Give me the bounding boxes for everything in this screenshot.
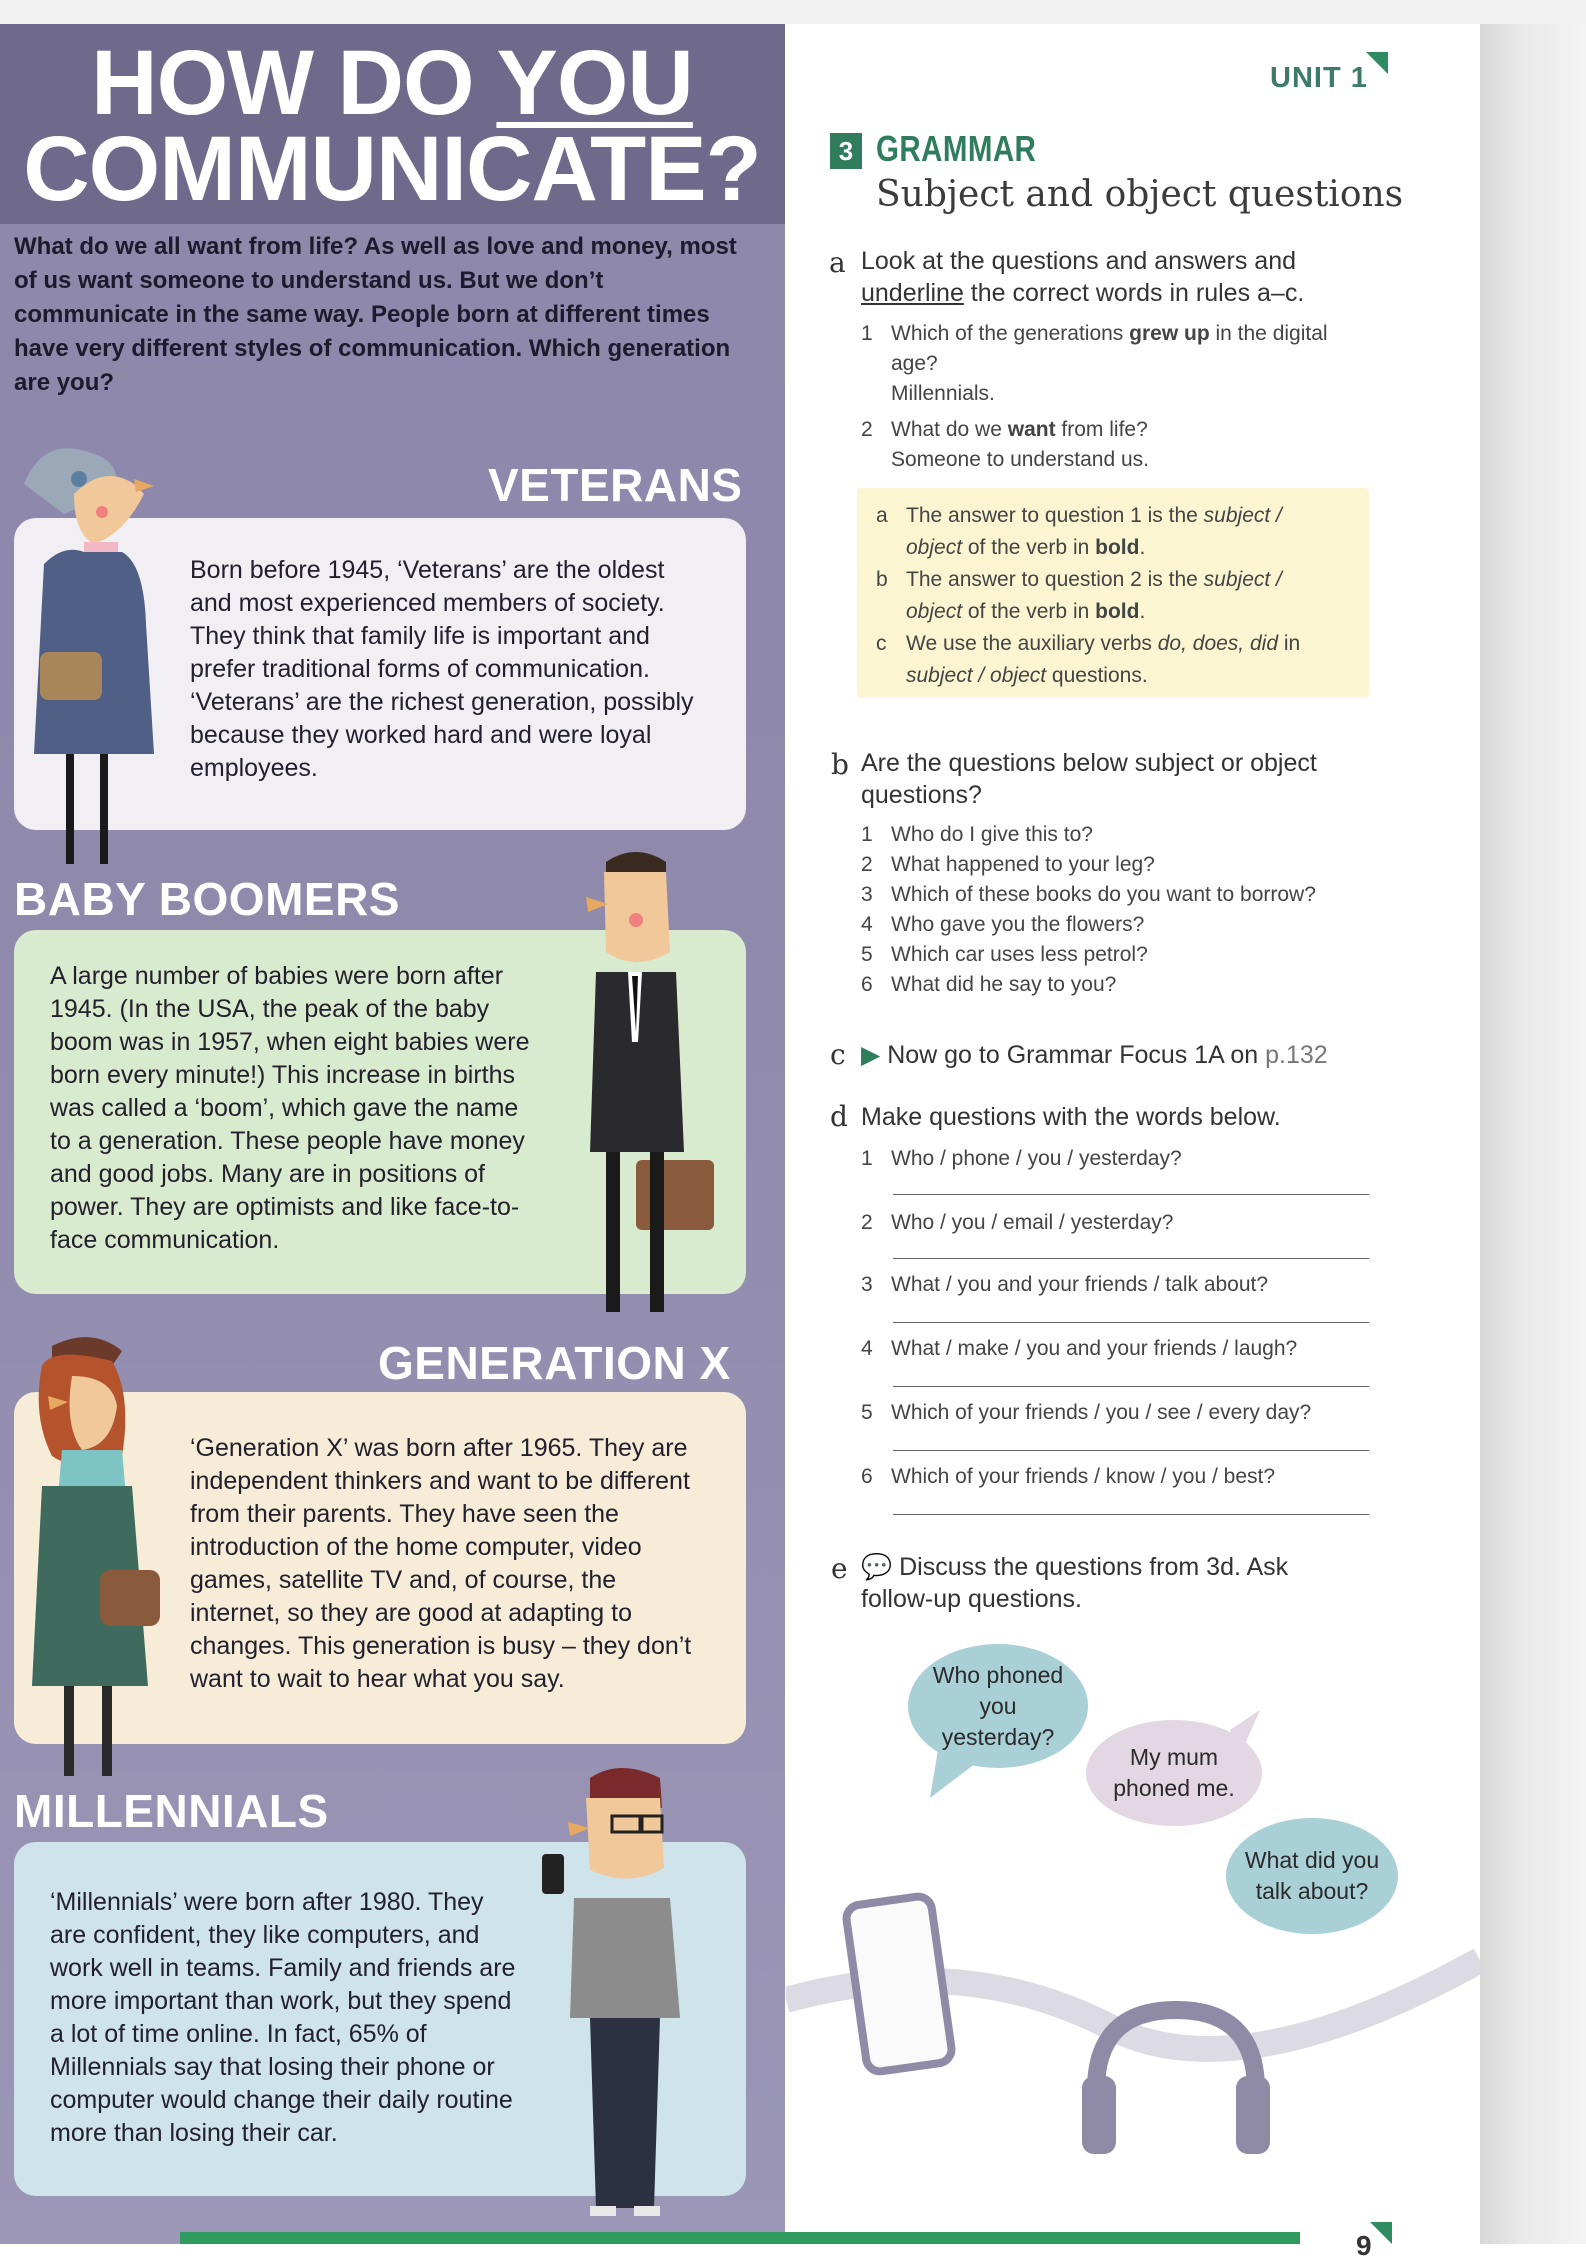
exercise-d-item-2: 2 Who / you / email / yesterday? — [861, 1211, 1174, 1234]
exercise-a-letter: a — [829, 246, 846, 279]
exercise-d-item-6: 6 Which of your friends / know / you / best? — [861, 1465, 1276, 1488]
businessman-illustration — [566, 842, 736, 1322]
play-arrow-icon: ▶ — [861, 1041, 881, 1069]
exercise-c-instruction: ▶ Now go to Grammar Focus 1A on p.132 — [861, 1041, 1328, 1069]
bottom-green-bar — [180, 2232, 1300, 2244]
article-intro: What do we all want from life? As well as love and money, most of us want someone to understand us. But we don’t communicate in the same way. People born at different times have very different styles of communication. Which generation are you? — [14, 233, 737, 396]
speech-bubbles-icon: 💬 — [861, 1553, 893, 1581]
speech-bubble-2: My mum phoned me. — [1086, 1720, 1262, 1826]
heading-millennials: MILLENNIALS — [14, 1785, 329, 1837]
speech-bubble-3: What did you talk about? — [1226, 1818, 1398, 1934]
list-item: 1 Who do I give this to? — [861, 823, 1093, 846]
answer-line-5[interactable] — [893, 1450, 1369, 1451]
exercise-d-letter: d — [830, 1100, 848, 1133]
list-item: 2 What happened to your leg? — [861, 853, 1155, 876]
page-reference-link[interactable]: p.132 — [1265, 1041, 1328, 1069]
unit-corner-mark — [1366, 52, 1388, 74]
devices-illustration — [786, 1890, 1480, 2230]
unit-label: UNIT 1 — [1270, 62, 1368, 94]
heading-generation-x: GENERATION X — [378, 1337, 731, 1389]
exercise-d-item-1: 1 Who / phone / you / yesterday? — [861, 1147, 1182, 1170]
list-item: 6 What did he say to you? — [861, 973, 1117, 996]
exercise-b-letter: b — [831, 748, 849, 781]
rule-c: c We use the auxiliary verbs do, does, did in subject / object questions. — [876, 632, 1301, 687]
veterans-text: Born before 1945, ‘Veterans’ are the oldest and most experienced members of society. They think that family life is important and prefer traditional forms of communication. ‘Veterans’ are the richest generation, possibly because they worked hard and were loyal employees. — [190, 556, 694, 782]
answer-line-6[interactable] — [893, 1514, 1369, 1515]
exercise-d-item-3: 3 What / you and your friends / talk about? — [861, 1273, 1269, 1296]
veteran-woman-illustration — [4, 424, 164, 864]
exercise-d-item-5: 5 Which of your friends / you / see / every day? — [861, 1401, 1312, 1424]
exercise-b-list — [861, 820, 1401, 1000]
answer-line-1[interactable] — [893, 1194, 1369, 1195]
answer-line-3[interactable] — [893, 1322, 1369, 1323]
title-line1: HOW DO — [91, 32, 497, 134]
rule-b: b The answer to question 2 is the subject / object of the verb in bold. — [876, 568, 1282, 623]
exercise-d-item-4: 4 What / make / you and your friends / laugh? — [861, 1337, 1298, 1360]
title-underlined-word: YOU — [496, 32, 693, 134]
headphones-icon — [1082, 2010, 1270, 2154]
underline-word: underline — [861, 279, 964, 307]
list-item: 3 Which of these books do you want to borrow? — [861, 883, 1316, 906]
exercise-b-instruction: Are the questions below subject or object questions? — [861, 749, 1317, 809]
speech-bubble-1: Who phoned you yesterday? — [908, 1644, 1088, 1768]
page-number: 9 — [1356, 2230, 1372, 2261]
exercise-c-letter: c — [830, 1038, 846, 1071]
generation-x-text: ‘Generation X’ was born after 1965. They are independent thinkers and want to be different from their parents. They have seen the introduction of the home computer, video games, satellite TV and, of course, the internet, so they are good at adapting to changes. This generation is busy – they don’t want to wait to hear what you say. — [190, 1434, 692, 1693]
exercise-a-instruction: Look at the questions and answers and underline the correct words in rules a–c. — [861, 247, 1305, 307]
rule-a: a The answer to question 1 is the subject / object of the verb in bold. — [876, 504, 1282, 559]
heading-baby-boomers: BABY BOOMERS — [14, 873, 400, 925]
exercise-d-instruction: Make questions with the words below. — [861, 1103, 1281, 1131]
generation-x-woman-illustration — [2, 1326, 172, 1786]
article-title — [12, 32, 772, 220]
exercise-e-letter: e — [831, 1552, 848, 1585]
section-number: 3 — [830, 133, 862, 169]
list-item: 5 Which car uses less petrol? — [861, 943, 1148, 966]
exercise-e-instruction: 💬 Discuss the questions from 3d. Ask follow-up questions. — [861, 1553, 1289, 1613]
title-line2: COMMUNICATE? — [23, 118, 761, 220]
baby-boomers-text: A large number of babies were born after 1945. (In the USA, the peak of the baby boom was in 1957, when eight babies were born every minute!) This increase in births was called a ‘boom’, which gave the name to a generation. These people have money and good jobs. Many are in positions of power. They are optimists and like face-to-face communication. — [50, 962, 530, 1254]
book-gutter — [1480, 24, 1586, 2244]
answer-line-2[interactable] — [893, 1258, 1369, 1259]
page-corner-mark — [1370, 2222, 1392, 2244]
section-title: GRAMMAR — [876, 128, 1037, 169]
millennial-man-illustration — [530, 1758, 700, 2228]
list-item: 4 Who gave you the flowers? — [861, 913, 1145, 936]
millennials-text: ‘Millennials’ were born after 1980. They are confident, they like computers, and work well in teams. Family and friends are more important than work, but they spend a lot of time online. In fact, 65% of Millennials say that losing their phone or computer would change their daily routine more than losing their car. — [50, 1888, 516, 2147]
exercise-a-question-1: 1 Which of the generations grew up in the digital age? Millennials. — [861, 322, 1328, 405]
phone-icon — [845, 1895, 954, 2073]
page-top-margin — [0, 0, 1586, 24]
section-subtitle: Subject and object questions — [876, 174, 1404, 215]
heading-veterans: VETERANS — [488, 459, 743, 511]
answer-line-4[interactable] — [893, 1386, 1369, 1387]
exercise-a-question-2: 2 What do we want from life? Someone to understand us. — [861, 418, 1150, 471]
